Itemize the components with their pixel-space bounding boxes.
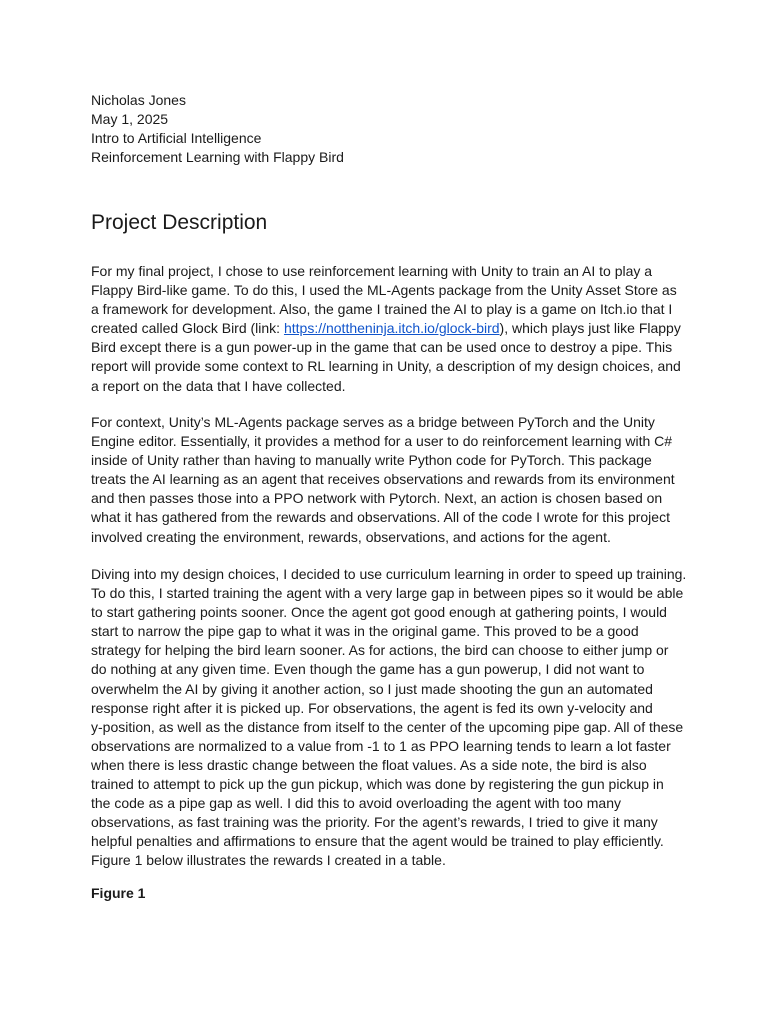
text-line: and then passes those into a PPO network with Pytorch. Next, an action is chosen based on xyxy=(91,490,663,507)
text-line: observations, as fast training was the priority. For the agent’s rewards, I tried to give it many xyxy=(91,814,658,831)
text-line: trained to attempt to pick up the gun pickup, which was done by registering the gun pickup in xyxy=(91,776,664,793)
text-line: when there is less drastic change between the float values. As a side note, the bird is also xyxy=(91,756,647,773)
glock-bird-link[interactable]: https://nottheninja.itch.io/glock-bird xyxy=(283,320,500,337)
text-line: report will provide some context to RL learning in Unity, a description of my design choices, and xyxy=(91,358,681,375)
text-line: involved creating the environment, rewards, observations, and actions for the agent. xyxy=(91,528,611,545)
text-line: do nothing at any given time. Even though the game has a gun powerup, I did not want to xyxy=(91,661,645,678)
text-line: to start gathering points sooner. Once the agent got good enough at gathering points, I would xyxy=(91,604,667,621)
author-name: Nicholas Jones xyxy=(91,92,186,108)
text-line: the code as a pipe gap as well. I did this to avoid overloading the agent with too many xyxy=(91,795,622,812)
text-line: Bird except there is a gun power-up in the game that can be used once to destroy a pipe. This xyxy=(91,339,673,356)
text-line: Figure 1 below illustrates the rewards I created in a table. xyxy=(91,852,446,869)
link-suffix-text: ), which plays just like Flappy xyxy=(499,320,681,337)
document-title: Reinforcement Learning with Flappy Bird xyxy=(91,149,344,165)
paragraph-context xyxy=(91,413,691,547)
text-line: overwhelm the AI by giving it another action, so I just made shooting the gun an automated xyxy=(91,680,653,697)
text-line: start to narrow the pipe gap to what it was in the original game. This proved to be a good xyxy=(91,623,639,640)
section-heading: Project Description xyxy=(91,211,268,234)
text-line: strategy for helping the bird learn sooner. As for actions, the bird can choose to either jump or xyxy=(91,642,669,659)
text-line: what it has gathered from the rewards and observations. All of the code I wrote for this project xyxy=(91,509,670,526)
text-line: helpful penalties and affirmations to ensure that the agent would be trained to play efficiently. xyxy=(91,833,664,850)
figure-label: Figure 1 xyxy=(91,885,146,901)
text-line: Flappy Bird-like game. To do this, I used the ML-Agents package from the Unity Asset Store as xyxy=(91,282,677,299)
course-name: Intro to Artificial Intelligence xyxy=(91,130,262,146)
link-prefix-text: created called Glock Bird (link: xyxy=(91,320,284,337)
text-line: For context, Unity’s ML-Agents package serves as a bridge between PyTorch and the Unity xyxy=(91,414,655,430)
text-line: treats the AI learning as an agent that receives observations and rewards from its environment xyxy=(91,471,675,488)
text-line: For my final project, I chose to use reinforcement learning with Unity to train an AI to play a xyxy=(91,263,653,279)
text-line: a report on the data that I have collected. xyxy=(91,377,346,394)
paragraph-design-choices xyxy=(91,565,691,871)
text-line: To do this, I started training the agent with a very large gap in between pipes so it would be able xyxy=(91,585,684,602)
text-line: observations are normalized to a value from -1 to 1 as PPO learning tends to learn a lot faster xyxy=(91,737,671,754)
document-header xyxy=(91,91,344,167)
text-line: Diving into my design choices, I decided to use curriculum learning in order to speed up training. xyxy=(91,566,687,582)
text-line: inside of Unity rather than having to manually write Python code for PyTorch. This package xyxy=(91,452,652,469)
text-line: Engine editor. Essentially, it provides a method for a user to do reinforcement learning with C# xyxy=(91,433,673,450)
text-line: a framework for development. Also, the game I trained the AI to play is a game on Itch.io that I xyxy=(91,301,673,318)
text-line: response right after it is picked up. For observations, the agent is fed its own y-velocity and xyxy=(91,699,653,716)
text-line: y-position, as well as the distance from itself to the center of the upcoming pipe gap. All of these xyxy=(91,718,684,735)
paragraph-intro xyxy=(91,262,691,396)
text-line-with-link xyxy=(91,319,691,338)
document-date: May 1, 2025 xyxy=(91,111,169,127)
